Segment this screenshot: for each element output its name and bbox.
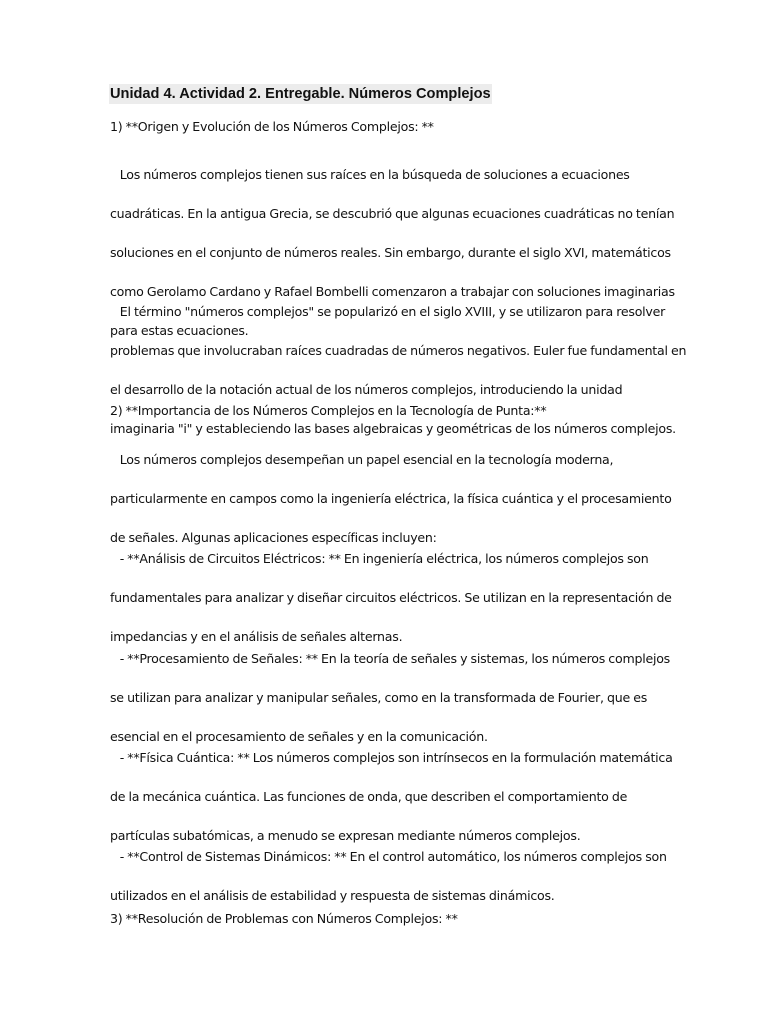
paragraph-line: Los números complejos desempeñan un papel esencial en la tecnología moderna, bbox=[110, 452, 614, 468]
paragraph-line: - **Procesamiento de Señales: ** En la teoría de señales y sistemas, los números complejos bbox=[110, 651, 670, 667]
paragraph-line: - **Control de Sistemas Dinámicos: ** En el control automático, los números complejos son bbox=[110, 849, 667, 865]
paragraph-line: particularmente en campos como la ingeniería eléctrica, la física cuántica y el procesamiento bbox=[110, 491, 672, 507]
section-2-heading: 2) **Importancia de los Números Complejos en la Tecnología de Punta:** bbox=[110, 403, 547, 418]
document-title: Unidad 4. Actividad 2. Entregable. Números Complejos bbox=[110, 86, 491, 102]
paragraph-line: - **Análisis de Circuitos Eléctricos: ** En ingeniería eléctrica, los números complejos son bbox=[110, 551, 649, 567]
section-1-heading: 1) **Origen y Evolución de los Números Complejos: ** bbox=[110, 119, 434, 134]
paragraph-line: El término "números complejos" se popularizó en el siglo XVIII, y se utilizaron para resolver bbox=[110, 304, 666, 320]
paragraph-line: utilizados en el análisis de estabilidad y respuesta de sistemas dinámicos. bbox=[110, 888, 555, 904]
paragraph-line: problemas que involucraban raíces cuadradas de números negativos. Euler fue fundamental en bbox=[110, 343, 687, 359]
paragraph-line: esencial en el procesamiento de señales y en la comunicación. bbox=[110, 729, 488, 745]
paragraph-line: soluciones en el conjunto de números reales. Sin embargo, durante el siglo XVI, matemáticos bbox=[110, 245, 671, 261]
paragraph-line: partículas subatómicas, a menudo se expresan mediante números complejos. bbox=[110, 828, 581, 844]
paragraph-line: de señales. Algunas aplicaciones específicas incluyen: bbox=[110, 530, 437, 546]
paragraph-line: de la mecánica cuántica. Las funciones de onda, que describen el comportamiento de bbox=[110, 789, 628, 805]
paragraph-line: el desarrollo de la notación actual de los números complejos, introduciendo la unidad bbox=[110, 382, 623, 398]
paragraph-line: - **Física Cuántica: ** Los números complejos son intrínsecos en la formulación matemática bbox=[110, 750, 673, 766]
paragraph-line: Los números complejos tienen sus raíces en la búsqueda de soluciones a ecuaciones bbox=[110, 167, 630, 183]
paragraph-line: imaginaria "i" y estableciendo las bases algebraicas y geométricas de los números complejos. bbox=[110, 420, 676, 436]
paragraph-line: para estas ecuaciones. bbox=[110, 322, 249, 338]
paragraph-line: impedancias y en el análisis de señales alternas. bbox=[110, 629, 403, 645]
paragraph-line: se utilizan para analizar y manipular señales, como en la transformada de Fourier, que es bbox=[110, 690, 648, 706]
paragraph-line: fundamentales para analizar y diseñar circuitos eléctricos. Se utilizan en la representación de bbox=[110, 590, 672, 606]
section-3-heading: 3) **Resolución de Problemas con Números Complejos: ** bbox=[110, 911, 458, 926]
paragraph-line: como Gerolamo Cardano y Rafael Bombelli comenzaron a trabajar con soluciones imaginarias bbox=[110, 283, 675, 299]
paragraph-line: cuadráticas. En la antigua Grecia, se descubrió que algunas ecuaciones cuadráticas no tenían bbox=[110, 206, 675, 222]
